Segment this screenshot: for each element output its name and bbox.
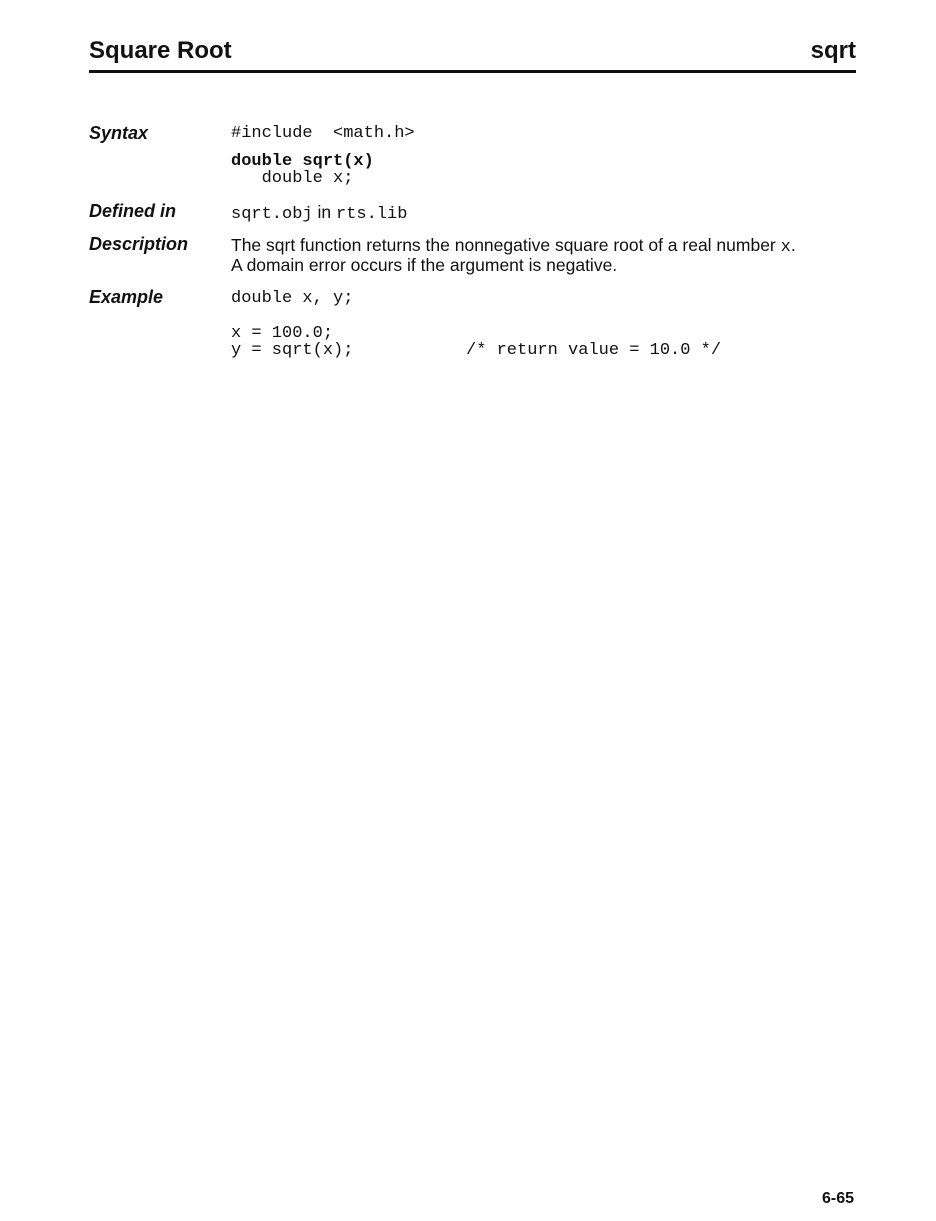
- page-header: [89, 36, 856, 73]
- syntax-label: Syntax: [89, 123, 149, 143]
- defined-in-value: [231, 202, 407, 225]
- example-sqrt-call: y = sqrt(x);: [231, 341, 354, 360]
- defined-in-label: Defined in: [89, 201, 177, 221]
- description-line-1-end: .: [790, 235, 796, 255]
- object-file-name: sqrt.obj: [231, 205, 313, 224]
- function-name-heading: sqrt: [810, 37, 856, 64]
- syntax-parameter: double x;: [231, 169, 354, 188]
- syntax-include-line: #include <math.h>: [231, 124, 415, 143]
- example-comment: /* return value = 10.0 */: [466, 341, 722, 360]
- syntax-declaration: double sqrt(x): [231, 152, 374, 171]
- description-argument-code: x: [780, 238, 791, 257]
- library-name: rts.lib: [335, 205, 408, 224]
- description-label: Description: [89, 234, 189, 254]
- description-line-1-text: The sqrt function returns the nonnegative square root of a real number: [231, 235, 781, 255]
- page-number: 6-65: [821, 1190, 854, 1207]
- description-line-2: A domain error occurs if the argument is negative.: [231, 255, 618, 275]
- example-line-1: double x, y;: [231, 289, 354, 308]
- example-line-3: [231, 342, 353, 360]
- example-line-2: x = 100.0;: [231, 324, 334, 343]
- example-label: Example: [89, 287, 164, 307]
- page-title: Square Root: [89, 37, 232, 64]
- defined-in-connector: in: [312, 202, 336, 222]
